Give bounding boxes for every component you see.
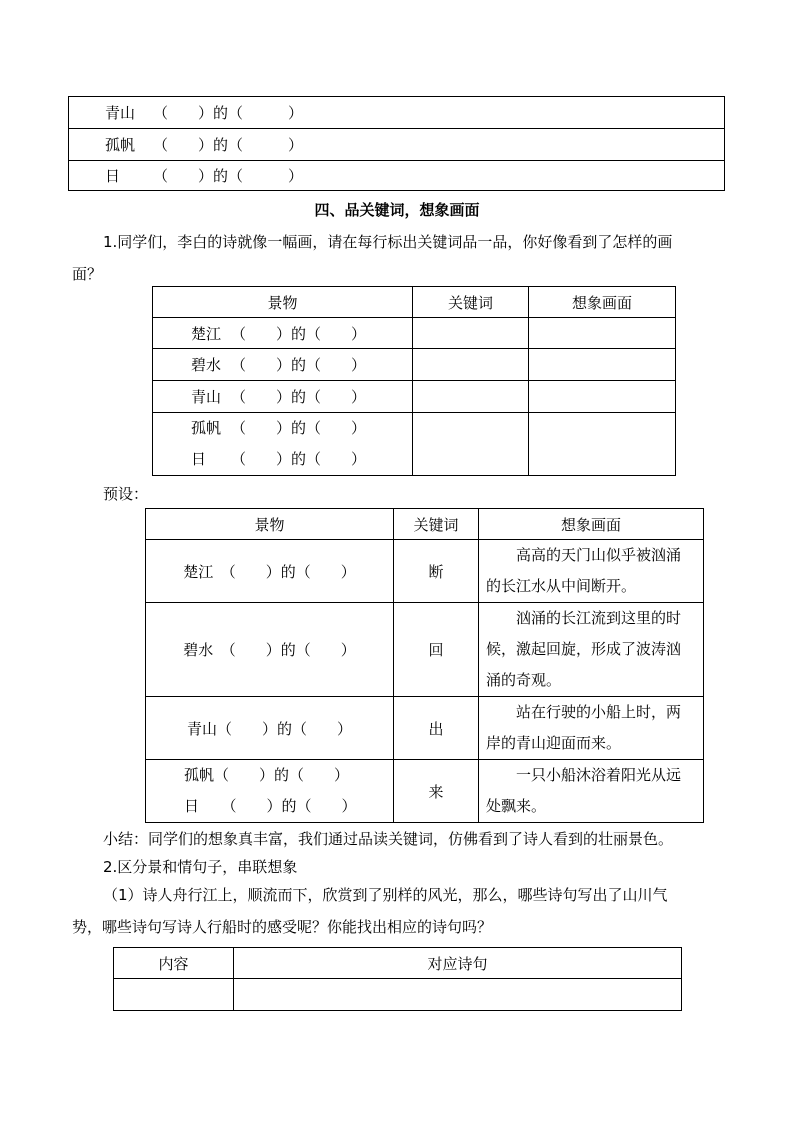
header-imagery: 想象画面 [479, 509, 704, 540]
keyword-cell[interactable] [413, 413, 529, 476]
blank: （ ）的（ ） [231, 356, 367, 374]
keyword-cell[interactable] [413, 381, 529, 413]
header-keyword: 关键词 [394, 509, 479, 540]
section-title: 四、品关键词，想象画面 [314, 201, 480, 219]
imagery-cell [479, 697, 704, 760]
de: 的 [213, 104, 229, 122]
scene-name: 日 [191, 450, 207, 468]
verse-cell[interactable] [234, 979, 682, 1011]
keyword-cell[interactable] [413, 349, 529, 381]
imagery-cell [479, 603, 704, 697]
blank: （ ）的（ ） [231, 450, 367, 468]
table-row [69, 161, 725, 191]
scene-name: 日 [105, 167, 121, 185]
blank: （ ） [153, 104, 214, 122]
blank: （ ）的（ ） [231, 324, 367, 343]
scene-text: 日 （ ）的（ ） [184, 797, 357, 815]
header-scene: 景物 [146, 509, 394, 540]
header-content: 内容 [114, 948, 234, 979]
imagery-cell[interactable] [529, 413, 676, 476]
scene-cell: 碧水 （ ）的（ ） [146, 603, 394, 697]
table-cell [153, 413, 413, 476]
blank: （ ） [228, 167, 304, 185]
imagery-text: 岸的青山迎面而来。 [486, 734, 622, 752]
question-1-line2: 面？ [72, 265, 103, 283]
imagery-text: 站在行驶的小船上时，两 [486, 703, 682, 721]
imagery-cell [479, 540, 704, 603]
header-scene: 景物 [153, 287, 413, 318]
scene-cell: 楚江 （ ）的（ ） [146, 540, 394, 603]
keyword-cell[interactable] [413, 318, 529, 349]
scene-name: 青山 [191, 388, 222, 406]
header-imagery: 想象画面 [529, 287, 676, 318]
scene-name: 孤帆 [105, 136, 136, 154]
imagery-text: 汹涌的长江流到这里的时 [486, 609, 682, 627]
content-table [113, 947, 682, 1011]
blank: （ ）的（ ） [231, 419, 367, 437]
blank: （ ） [228, 136, 304, 154]
blank: （ ） [153, 136, 214, 154]
scene-name: 青山 [105, 104, 136, 122]
blank: （ ）的（ ） [231, 388, 367, 406]
table-cell [153, 318, 413, 349]
imagery-text: 高高的天门山似乎被汹涌 [486, 546, 682, 564]
imagery-text: 候，激起回旋，形成了波涛汹 [486, 640, 682, 658]
de: 的 [213, 136, 229, 154]
content-cell[interactable] [114, 979, 234, 1011]
scene-name: 楚江 [191, 324, 222, 343]
scene-table [152, 286, 676, 476]
question-2-sub-line1: （1）诗人舟行江上，顺流而下，欣赏到了别样的风光，那么，哪些诗句写出了山川气 [103, 886, 668, 904]
imagery-text: 一只小船沐浴着阳光从远 [486, 766, 682, 784]
table-row [69, 97, 725, 129]
table-row [69, 129, 725, 161]
keyword-cell: 回 [394, 603, 479, 697]
imagery-text: 涌的奇观。 [486, 671, 562, 689]
summary: 小结：同学们的想象真丰富，我们通过品读关键词，仿佛看到了诗人看到的壮丽景色。 [103, 830, 674, 848]
table-cell [153, 349, 413, 381]
imagery-cell[interactable] [529, 318, 676, 349]
imagery-cell[interactable] [529, 349, 676, 381]
keyword-cell: 断 [394, 540, 479, 603]
top-table [68, 96, 725, 191]
keyword-cell: 来 [394, 760, 479, 823]
table-cell [153, 381, 413, 413]
question-1-line1: 1.同学们，李白的诗就像一幅画，请在每行标出关键词品一品，你好像看到了怎样的画 [103, 233, 673, 251]
question-2-sub-line2: 势，哪些诗句写诗人行船时的感受呢？你能找出相应的诗句吗？ [72, 918, 493, 936]
question-2-title: 2.区分景和情句子，串联想象 [103, 858, 298, 876]
de: 的 [213, 167, 229, 185]
scene-cell [146, 760, 394, 823]
blank: （ ） [228, 104, 304, 122]
blank: （ ） [153, 167, 214, 185]
preset-table [145, 508, 704, 823]
keyword-cell: 出 [394, 697, 479, 760]
imagery-text: 处飘来。 [486, 797, 547, 815]
imagery-text: 的长江水从中间断开。 [486, 577, 637, 595]
header-verse: 对应诗句 [234, 948, 682, 979]
header-keyword: 关键词 [413, 287, 529, 318]
scene-name: 孤帆 [191, 419, 222, 437]
preset-label: 预设： [103, 485, 149, 503]
imagery-cell[interactable] [529, 381, 676, 413]
scene-text: 孤帆（ ）的（ ） [184, 766, 350, 784]
scene-cell: 青山（ ）的（ ） [146, 697, 394, 760]
scene-name: 碧水 [191, 356, 222, 374]
imagery-cell [479, 760, 704, 823]
